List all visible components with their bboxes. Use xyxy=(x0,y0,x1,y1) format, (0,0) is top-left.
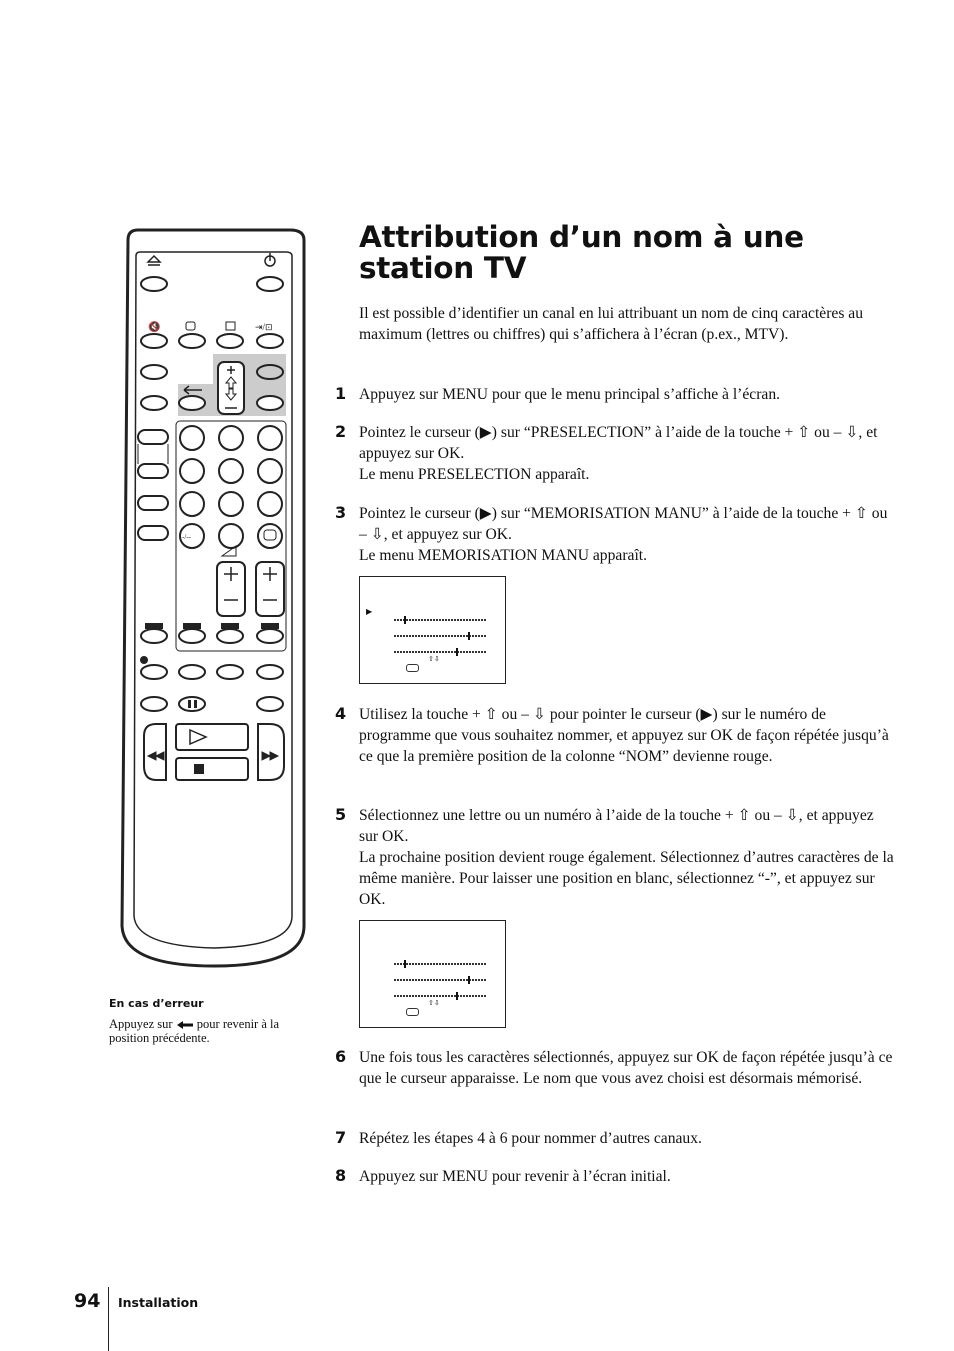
step-number: 7 xyxy=(335,1128,347,1147)
remote-control-illustration xyxy=(118,226,310,986)
step-7 xyxy=(335,1128,895,1149)
section-name: Installation xyxy=(118,1295,199,1310)
menu-row xyxy=(394,979,486,981)
footer-divider xyxy=(108,1287,109,1351)
back-arrow-icon xyxy=(176,1020,194,1030)
error-note-before: Appuyez sur xyxy=(109,1017,173,1031)
step-note: Le menu PRESELECTION apparaît. xyxy=(359,466,590,483)
step-number: 1 xyxy=(335,384,347,403)
step-note: La prochaine position devient rouge également. Sélectionnez d’autres caractères de la même manière. Pour laisser une position en blanc, sélectionnez “-”, et appuyez sur OK. xyxy=(359,849,894,908)
step-number: 6 xyxy=(335,1047,347,1066)
step-number: 2 xyxy=(335,422,347,441)
arrows-icon: ⇧⇩ xyxy=(428,999,440,1007)
step-4 xyxy=(335,704,895,767)
error-note-title: En cas d’erreur xyxy=(109,997,204,1010)
step-number: 8 xyxy=(335,1166,347,1185)
step-text: Répétez les étapes 4 à 6 pour nommer d’autres canaux. xyxy=(359,1130,702,1147)
step-3 xyxy=(335,503,895,566)
svg-text:🔇: 🔇 xyxy=(148,322,161,333)
menu-row xyxy=(394,635,486,637)
ok-icon xyxy=(406,664,419,672)
step-text: Pointez le curseur (▶) sur “PRESELECTION” à l’aide de la touche + ⇧ ou – ⇩, et appuyez sur OK. xyxy=(359,424,878,462)
svg-text:-/--: -/-- xyxy=(182,533,191,541)
cursor-icon: ▶ xyxy=(366,607,373,616)
step-5 xyxy=(335,805,895,910)
tv-screen-menu-2 xyxy=(359,920,506,1028)
step-text: Appuyez sur MENU pour que le menu principal s’affiche à l’écran. xyxy=(359,386,781,403)
step-note: Le menu MEMORISATION MANU apparaît. xyxy=(359,547,648,564)
intro-paragraph: Il est possible d’identifier un canal en lui attribuant un nom de cinq caractères au maximum (lettres ou chiffres) qui s’affichera à l’écran (p.ex., MTV). xyxy=(359,305,864,343)
step-text: Une fois tous les caractères sélectionnés, appuyez sur OK de façon répétée jusqu’à ce que le curseur apparaisse. Le nom que vous avez choisi est désormais mémorisé. xyxy=(359,1049,893,1087)
step-1 xyxy=(335,384,895,405)
step-number: 4 xyxy=(335,704,347,723)
step-text: Sélectionnez une lettre ou un numéro à l’aide de la touche + ⇧ ou – ⇩, et appuyez sur OK. xyxy=(359,807,874,845)
error-note-after: pour revenir à la position précédente. xyxy=(109,1017,280,1045)
menu-row xyxy=(394,619,486,621)
arrows-icon: ⇧⇩ xyxy=(428,655,440,663)
step-text: Pointez le curseur (▶) sur “MEMORISATION MANU” à l’aide de la touche + ⇧ ou – ⇩, et appuyez sur OK. xyxy=(359,505,888,543)
step-number: 5 xyxy=(335,805,347,824)
menu-row xyxy=(394,963,486,965)
page-number: 94 xyxy=(74,1290,101,1312)
tv-screen-menu-1 xyxy=(359,576,506,684)
step-2 xyxy=(335,422,895,485)
page-title: Attribution d’un nom à une station TV xyxy=(359,220,804,285)
svg-text:⇥/⊡: ⇥/⊡ xyxy=(255,322,273,332)
ok-icon xyxy=(406,1008,419,1016)
error-note-body xyxy=(109,1017,309,1045)
step-6 xyxy=(335,1047,895,1089)
menu-row xyxy=(394,651,486,653)
step-text: Utilisez la touche + ⇧ ou – ⇩ pour pointer le curseur (▶) sur le numéro de programme que vous souhaitez nommer, et appuyez sur OK de façon répétée jusqu’à ce que la première position de la colonne “NOM” devienne rouge. xyxy=(359,706,889,765)
step-8 xyxy=(335,1166,895,1187)
menu-row xyxy=(394,995,486,997)
step-text: Appuyez sur MENU pour revenir à l’écran initial. xyxy=(359,1168,671,1185)
step-number: 3 xyxy=(335,503,347,522)
